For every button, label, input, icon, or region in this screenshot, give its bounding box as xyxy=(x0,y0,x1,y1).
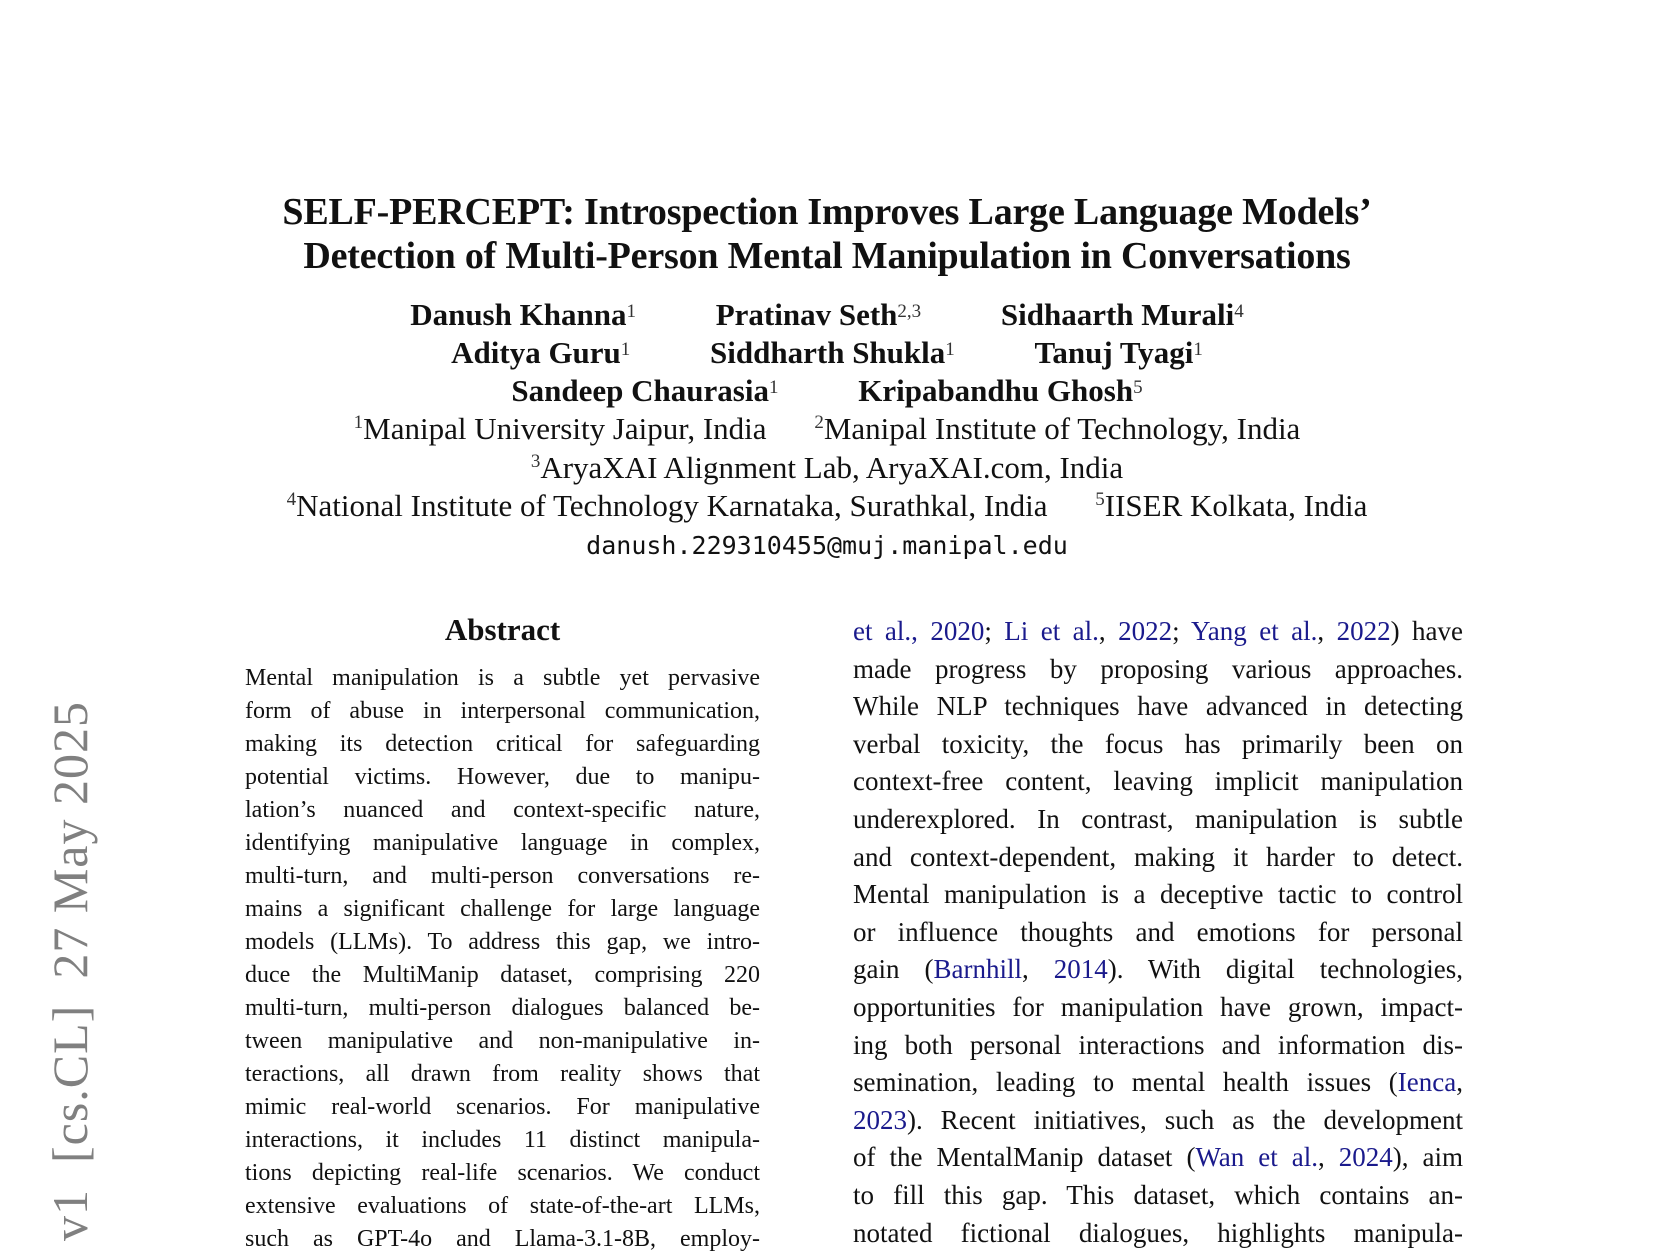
body-line: made progress by proposing various approaches. xyxy=(853,653,1463,684)
citation-link[interactable]: 2022 xyxy=(1118,616,1173,646)
paper-title xyxy=(0,190,1654,278)
body-line: of the MentalManip dataset (Wan et al., 2024), aim xyxy=(853,1142,1464,1173)
body-line: semination, leading to mental health issues (Ienca, xyxy=(853,1067,1463,1098)
abstract-line: extensive evaluations of state-of-the-art LLMs, xyxy=(245,1193,760,1219)
abstract-section xyxy=(245,610,760,1256)
affiliation-row-1 xyxy=(0,410,1654,449)
abstract-line: form of abuse in interpersonal communication, xyxy=(245,698,760,724)
body-line: verbal toxicity, the focus has primarily been on xyxy=(853,728,1463,759)
author: Tanuj Tyagi$^1$ xyxy=(1034,335,1203,370)
abstract-line: potential victims. However, due to manipu- xyxy=(245,764,760,790)
body-line: gain (Barnhill, 2014). With digital technologies, xyxy=(853,954,1463,985)
abstract-line: making its detection critical for safeguarding xyxy=(245,731,760,757)
body-line: or influence thoughts and emotions for personal xyxy=(853,916,1463,947)
author: Aditya Guru$^1$ xyxy=(451,335,631,370)
body-line: and context-dependent, making it harder to detect. xyxy=(853,841,1463,872)
citation-link[interactable]: Yang et al. xyxy=(1191,616,1318,646)
citation-link[interactable]: 2024 xyxy=(1338,1142,1393,1173)
author-row-3 xyxy=(0,372,1654,410)
contact-email[interactable]: danush.229310455@muj.manipal.edu xyxy=(586,530,1068,560)
abstract-line: multi-turn, and multi-person conversations re- xyxy=(245,863,760,889)
abstract-line: Mental manipulation is a subtle yet pervasive xyxy=(245,665,760,691)
affiliation-marker: 5 xyxy=(1133,377,1143,398)
arxiv-category: [cs.CL] xyxy=(42,1004,98,1163)
citation-link[interactable]: Barnhill xyxy=(933,954,1022,985)
affiliation: $^2$Manipal Institute of Technology, India xyxy=(814,411,1301,446)
body-line: context-free content, leaving implicit manipulation xyxy=(853,766,1463,797)
citation-link[interactable]: 2022 xyxy=(1336,616,1391,646)
affiliation-marker: 1 xyxy=(945,339,955,360)
affiliation: $^4$National Institute of Technology Karnataka, Surathkal, India xyxy=(286,488,1048,523)
abstract-body xyxy=(245,662,760,1256)
body-line: While NLP techniques have advanced in detecting xyxy=(853,691,1463,722)
abstract-line: mains a significant challenge for large language xyxy=(245,896,760,922)
author-row-2 xyxy=(0,334,1654,372)
author: Siddharth Shukla$^1$ xyxy=(710,335,955,370)
arxiv-version: v1 xyxy=(42,1189,98,1241)
arxiv-date: 27 May 2025 xyxy=(42,701,98,979)
author: Sandeep Chaurasia$^1$ xyxy=(511,373,779,408)
affiliation-list xyxy=(0,410,1654,564)
abstract-line: models (LLMs). To address this gap, we intro- xyxy=(245,929,760,955)
author: Kripabandhu Ghosh$^5$ xyxy=(858,373,1143,408)
author: Danush Khanna$^1$ xyxy=(410,297,636,332)
body-line: notated fictional dialogues, highlights manipula- xyxy=(853,1217,1463,1248)
abstract-line: teractions, all drawn from reality shows that xyxy=(245,1061,760,1087)
abstract-line: tween manipulative and non-manipulative in- xyxy=(245,1028,760,1054)
affiliation-marker: 1 xyxy=(620,339,631,360)
body-line: ing both personal interactions and information dis- xyxy=(853,1029,1463,1060)
abstract-line: tions depicting real-life scenarios. We conduct xyxy=(245,1160,760,1186)
citation-link[interactable]: Ienca xyxy=(1397,1067,1457,1098)
citation-link[interactable]: 2023 xyxy=(853,1104,907,1135)
abstract-line: interactions, it includes 11 distinct manipula- xyxy=(245,1127,760,1153)
affiliation-marker: 4 xyxy=(1234,301,1244,322)
affiliation: $^5$IISER Kolkata, India xyxy=(1095,488,1368,523)
citation-link[interactable]: 2014 xyxy=(1053,954,1108,985)
affiliation-marker: 1 xyxy=(768,377,779,398)
title-line-1: SELF-PERCEPT: Introspection Improves Large Language Models’ xyxy=(282,191,1372,233)
body-line: 2023). Recent initiatives, such as the development xyxy=(853,1104,1463,1135)
abstract-heading: Abstract xyxy=(444,612,561,647)
author-row-1 xyxy=(0,296,1654,334)
body-line: Mental manipulation is a deceptive tactic to control xyxy=(853,879,1463,910)
abstract-line: identifying manipulative language in complex, xyxy=(245,830,760,856)
citation-link[interactable]: Li et al. xyxy=(1004,616,1099,646)
abstract-line: lation’s nuanced and context-specific nature, xyxy=(245,797,760,823)
affiliation-row-3 xyxy=(0,487,1654,526)
abstract-line: mimic real-world scenarios. For manipulative xyxy=(245,1094,760,1120)
introduction-body xyxy=(853,613,1463,1252)
author: Pratinav Seth$^{2,3}$ xyxy=(715,297,922,332)
abstract-line: duce the MultiManip dataset, comprising 220 xyxy=(245,962,760,988)
affiliation-marker: 2,3 xyxy=(897,301,922,322)
affiliation: $^3$AryaXAI Alignment Lab, AryaXAI.com, India xyxy=(530,449,1124,485)
author-list xyxy=(0,296,1654,410)
title-line-2: Detection of Multi-Person Mental Manipulation in Conversations xyxy=(303,235,1351,277)
affiliation-marker: 1 xyxy=(1193,339,1203,360)
body-line: opportunities for manipulation have grown, impact- xyxy=(853,991,1463,1022)
affiliation-row-2 xyxy=(0,449,1654,488)
citation-link[interactable]: Wan et al. xyxy=(1195,1142,1318,1173)
affiliation-marker: 1 xyxy=(626,301,636,322)
abstract-line: such as GPT-4o and Llama-3.1-8B, employ- xyxy=(245,1226,760,1252)
abstract-line: multi-turn, multi-person dialogues balanced be- xyxy=(245,995,760,1021)
citation-link[interactable]: et al., 2020 xyxy=(853,616,985,646)
body-line: et al., 2020; Li et al., 2022; Yang et al., 2022) have xyxy=(853,616,1463,646)
affiliation: $^1$Manipal University Jaipur, India xyxy=(353,411,767,446)
body-line: underexplored. In contrast, manipulation is subtle xyxy=(853,803,1463,834)
arxiv-margin-stamp xyxy=(40,675,100,1241)
author: Sidhaarth Murali$^4$ xyxy=(1000,297,1244,332)
body-line: to fill this gap. This dataset, which contains an- xyxy=(853,1179,1463,1210)
